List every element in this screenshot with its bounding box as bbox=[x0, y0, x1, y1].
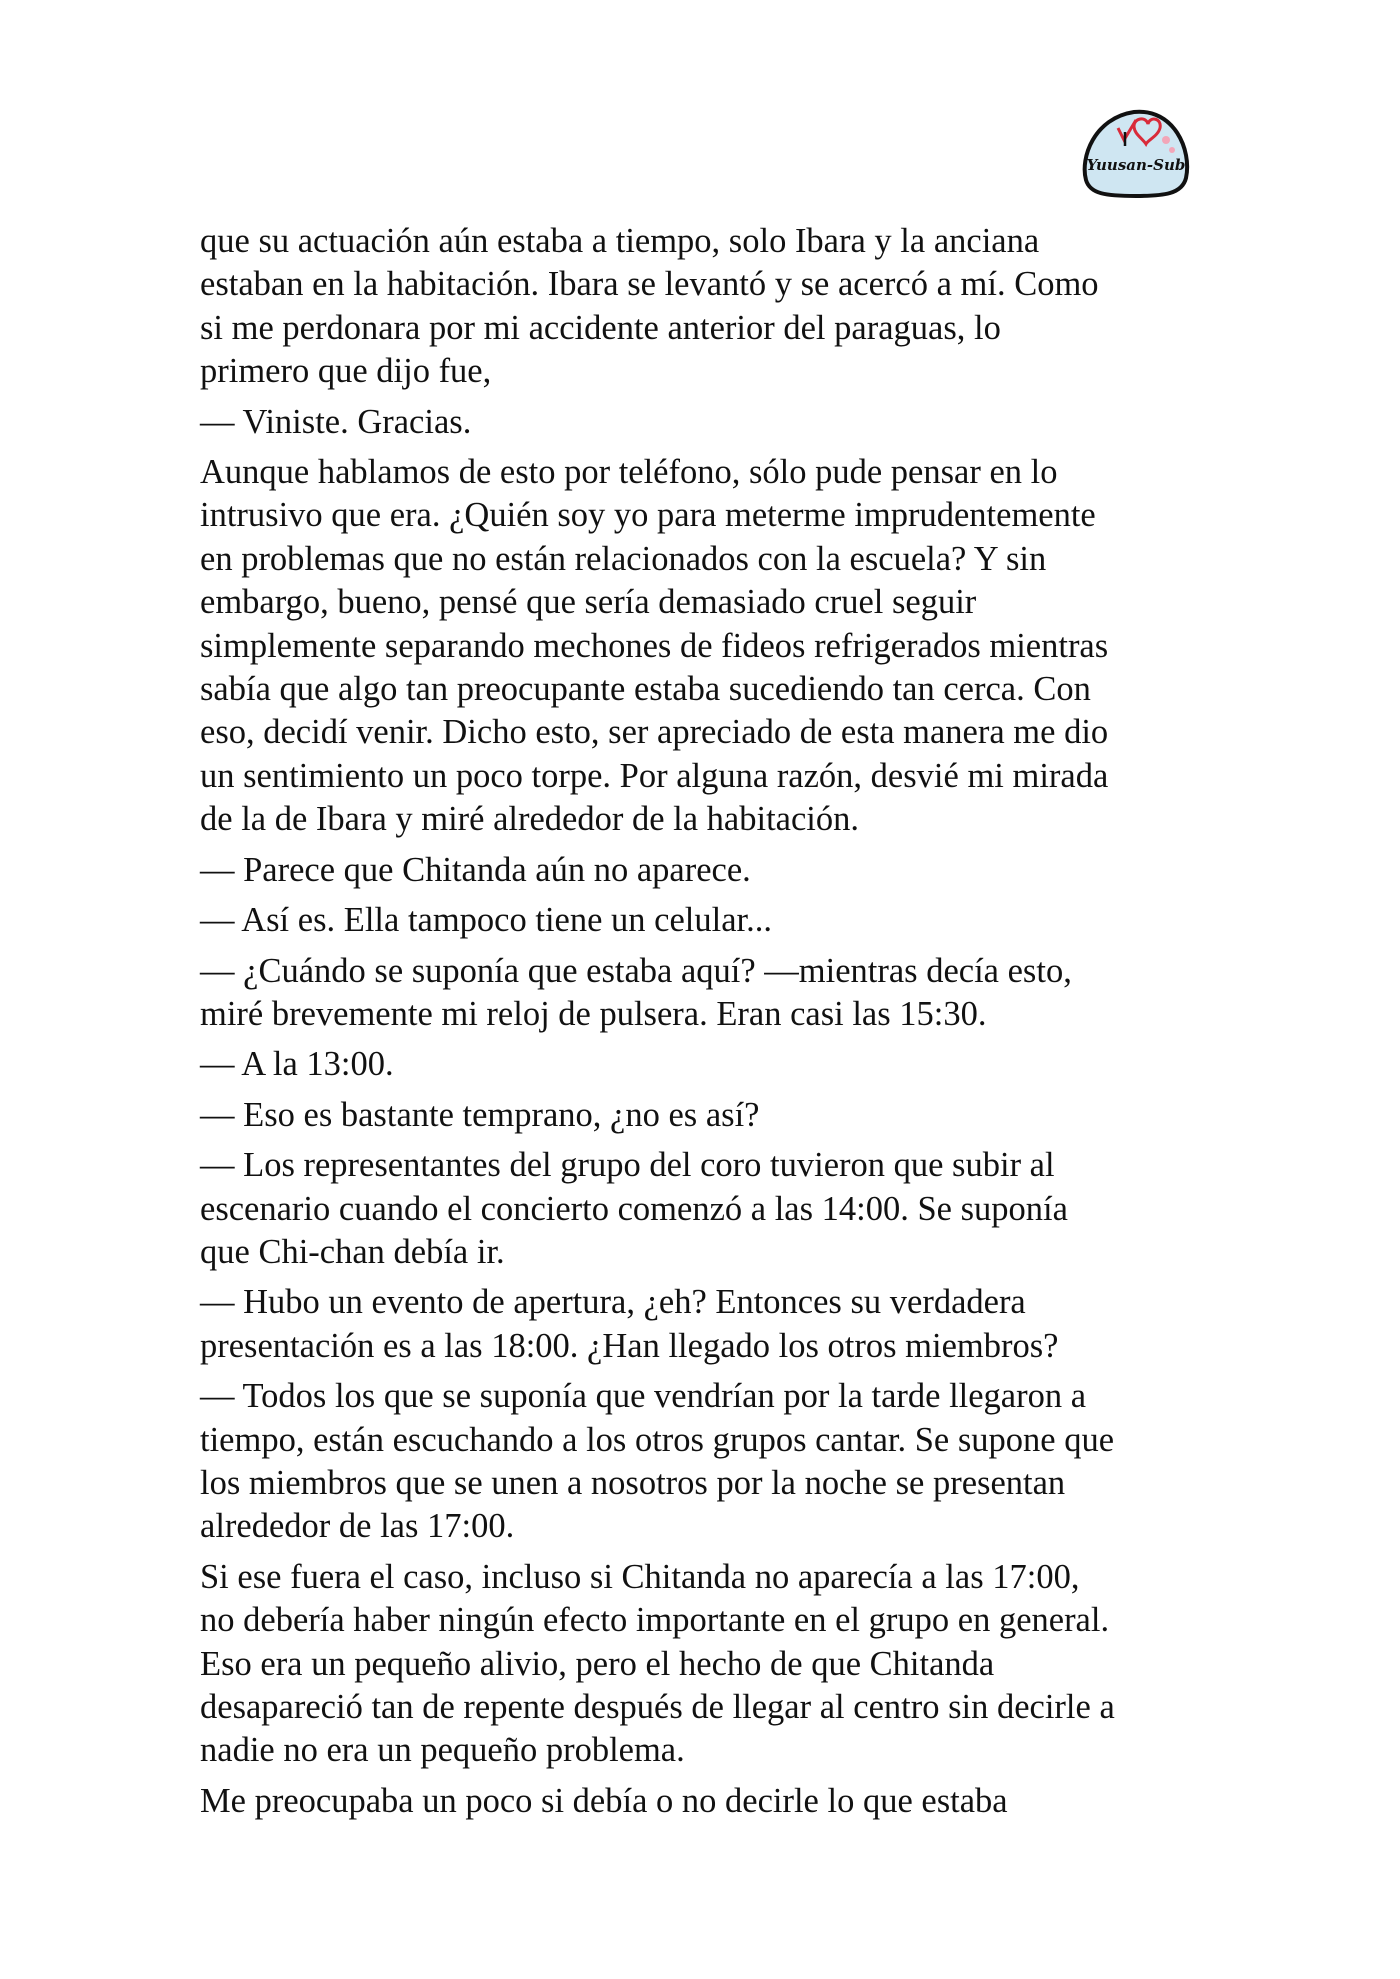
paragraph: Me preocupaba un poco si debía o no decirle lo que estaba bbox=[200, 1781, 1008, 1820]
paragraph: Si ese fuera el caso, incluso si Chitanda no aparecía a las 17:00, no debería haber ningún efecto importante en el grupo en general. Eso era un pequeño alivio, pero el hecho de que Chitanda desapareció tan de repente después de llegar al centro sin decirle a nadie no era un pequeño problema. bbox=[200, 1557, 1115, 1770]
paragraph: — A la 13:00. bbox=[200, 1045, 394, 1084]
paragraph: — Todos los que se suponía que vendrían por la tarde llegaron a tiempo, están escuchando a los otros grupos cantar. Se supone que los miembros que se unen a nosotros por la noche se presentan alrededor de las 17:00. bbox=[200, 1377, 1115, 1546]
paragraph: — Parece que Chitanda aún no aparece. bbox=[200, 850, 751, 889]
paragraph: — Eso es bastante temprano, ¿no es así? bbox=[200, 1095, 760, 1134]
watermark-logo bbox=[1078, 106, 1194, 198]
paragraph: — Viniste. Gracias. bbox=[200, 402, 472, 441]
paragraph: que su actuación aún estaba a tiempo, solo Ibara y la anciana estaban en la habitación. Ibara se levantó y se acercó a mí. Como si me perdonara por mi accidente anterior del paraguas, lo primero que dijo fue, bbox=[200, 222, 1099, 391]
logo-text: Yuusan-Sub bbox=[1086, 156, 1186, 174]
paragraph: — Hubo un evento de apertura, ¿eh? Entonces su verdadera presentación es a las 18:00. ¿Han llegado los otros miembros? bbox=[200, 1283, 1059, 1365]
paragraph: Aunque hablamos de esto por teléfono, sólo pude pensar en lo intrusivo que era. ¿Quién soy yo para meterme imprudentemente en problemas que no están relacionados con la escuela? Y sin embargo, bueno, pensé que sería demasiado cruel seguir simplemente separando mechones de fideos refrigerados mientras sabía que algo tan preocupante estaba sucediendo tan cerca. Con eso, decidí venir. Dicho esto, ser apreciado de esta manera me dio un sentimiento un poco torpe. Por alguna razón, desvié mi mirada de la de Ibara y miré alrededor de la habitación. bbox=[200, 453, 1109, 839]
logo-badge-icon bbox=[1078, 106, 1194, 198]
paragraph: — ¿Cuándo se suponía que estaba aquí? —mientras decía esto, miré brevemente mi reloj de pulsera. Eran casi las 15:30. bbox=[200, 951, 1072, 1033]
text-body bbox=[200, 220, 1210, 1830]
paragraph: — Así es. Ella tampoco tiene un celular... bbox=[200, 901, 772, 940]
paragraph: — Los representantes del grupo del coro tuvieron que subir al escenario cuando el concierto comenzó a las 14:00. Se suponía que Chi-chan debía ir. bbox=[200, 1146, 1068, 1271]
